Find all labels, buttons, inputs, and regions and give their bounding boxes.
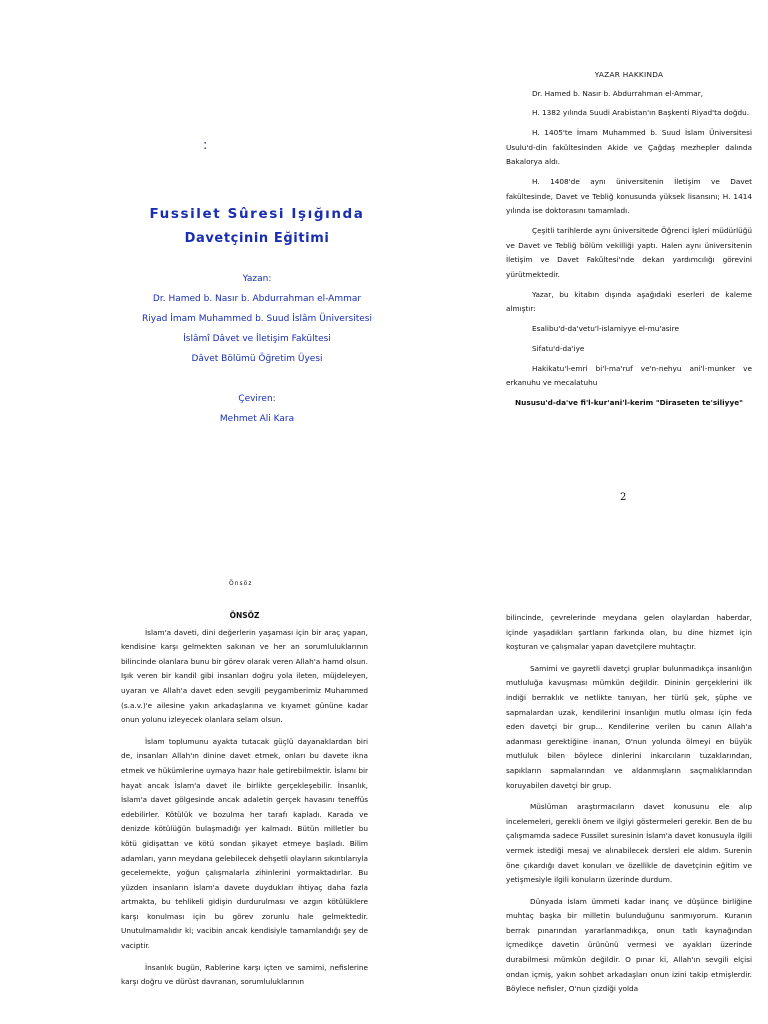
department-name: Dâvet Bölümü Öğretim Üyesi [191, 354, 323, 364]
preface-column-left [121, 609, 368, 997]
preface-paragraph: Müslüman araştırmacıların davet konusunu ele alıp incelemeleri, gerekli önem ve ilgiyi göstermeleri gerekir. Ben de bu çalışmamda sadece Fussilet suresinin İslam'a davet konusuyla ilgili vermek istediği mesaj ve alınabilecek dersleri ele aldım. Surenin öne çıkardığı davet konuları ve özellikle de davetçinin eğitim ve yetişmesiyle ilgili konuların üzerinde durdum. [506, 802, 752, 885]
title-colon: : [203, 138, 208, 153]
preface-paragraph: bilincinde, çevrelerinde meydana gelen olaylardan haberdar, içinde yaşadıkları şartların farkında olan, bu dine hizmet için koşturan ve çalışmalar yapan davetçilere muhtaçtır. [506, 613, 752, 652]
works-list-item: Esalibu'd-da'vetu'l-islamiyye el-mu'asire [532, 324, 679, 334]
preface-paragraph: Samimi ve gayretli davetçi gruplar bulunmadıkça insanlığın mutluluğa kavuşması mümkün değildir. Dininin gerçeklerini ilk indiği berraklık ve netlikte tanıyan, her türlü şek, şüphe ve sapmalardan uzak, kendilerini insanlığın mutlu olması için feda eden davetçi bir grup... Kendilerine verilen bu canın Allah'a adanması gerektiğine inanan, O'nun yolunda ölmeyi en büyük mutluluk bilen böylece dinlerini inkarcıların tuzaklarından, sapıkların sapmalarından ve aldanmışların saçmalıklarından koruyabilen davetçi bir grup. [506, 663, 752, 790]
preface-column-right [506, 611, 752, 1004]
about-paragraph: Çeşitli tarihlerde aynı üniversitede Öğrenci İşleri müdürlüğü ve Davet ve Tebliğ bölüm vekilliği yaptı. Halen aynı üniversitenin İletişim ve Davet Fakültesi'nde dekan yardımcılığı görevini yürütmektedir. [506, 226, 752, 279]
author-name: Dr. Hamed b. Nasır b. Abdurrahman el-Ammar [152, 294, 362, 304]
book-title-line-2: Davetçinin Eğitimi [184, 231, 330, 246]
page-number: 2 [620, 492, 627, 503]
about-paragraph: H. 1405'te İmam Muhammed b. Suud İslam Üniversitesi Usulu'd-din fakültesinden Akide ve Çağdaş mezhepler dalında Bakalorya aldı. [506, 128, 752, 167]
works-list-item: Hakikatu'l-emri bi'l-ma'ruf ve'n-nehyu ani'l-munker ve erkanuhu ve mecalatuhu [506, 363, 752, 388]
about-paragraph: Yazar, bu kitabın dışında aşağıdaki eserleri de kaleme almıştır: [506, 289, 752, 314]
translator-label: Çeviren: [238, 394, 276, 404]
translator-name: Mehmet Ali Kara [219, 414, 295, 424]
about-paragraph: H. 1382 yılında Suudi Arabistan'ın Başkenti Riyad'ta doğdu. [532, 108, 750, 118]
preface-paragraph: İslam'a daveti, dini değerlerin yaşaması için bir araç yapan, kendisine karşı gelmekten sakınan ve her an sorumluluklarının bilincinde olanlara bunu bir görev olarak veren Allah'a hamd olsun. Işık veren bir kandil gibi insanları doğru yola ileten, müjdeleyen, uyaran ve Allah'a davet eden sevgili peygamberimiz Muhammed (s.a.v.)'e ailesine yakın arkadaşlarına ve kıyamet gününe kadar onun yolunu izleyecek olanlara selam olsun. [121, 627, 368, 725]
author-label: Yazan: [242, 274, 272, 284]
about-heading: YAZAR HAKKINDA [594, 70, 664, 79]
running-header: Önsöz [229, 580, 253, 587]
book-title-line-1: Fussilet Sûresi Işığında [149, 206, 365, 222]
about-paragraph: H. 1408'de aynı üniversitenin İletişim ve Davet fakültesinde, Davet ve Tebliğ konusunda yüksek lisansını; H. 1414 yılında ise doktorasını tamamladı. [506, 177, 752, 216]
faculty-name: İslâmî Dâvet ve İletişim Fakültesi [183, 334, 331, 344]
preface-heading: ÖNSÖZ [229, 611, 260, 620]
about-paragraph: Dr. Hamed b. Nasır b. Abdurrahman el-Ammar, [532, 88, 704, 98]
preface-paragraph: Dünyada İslam ümmeti kadar inanç ve düşünce birliğine muhtaç başka bir milletin bulunduğunu sanmıyorum. Kuranın berrak pınarından yararlanmadıkça, onun tatlı kaynağından içmedikçe davetin ürününü vermesi ve ayakları üzerinde durabilmesi mümkün değildir. O pınar ki, Allah'ın sevgili elçisi ondan içmiş, yakın sohbet arkadaşları onun izini takip etmişlerdir. Böylece nefisler, O'nun çizdiği yolda [506, 896, 752, 994]
preface-paragraph: İslam toplumunu ayakta tutacak güçlü dayanaklardan biri de, insanları Allah'ın dinine davet etmek, onları bu davete ikna etmek ve hükümlerine uymaya hazır hale getirebilmektir. İslamı bir hayat ancak İslam'a davet ile birlikte gerçekleşebilir. İnsanlık, İslam'a davet gölgesinde ancak adaletin gerçek havasını teneffüs edebilirler. Kötülük ve bozulma her tarafı kapladı. Karada ve denizde kötülüğün bulaşmadığı yer kalmadı. Bütün milletler bu kötü gidişattan ve kötü sondan şikayet etmeye başladı. Bilim adamları, yarın meydana gelebilecek dehşetli olayların sıkıntılarıyla gecelemekte, yoğun çalışmalarla zihinlerini yormaktadırlar. Bu yüzden insanların İslam'a davete duydukları ihtiyaç daha fazla artmakta, bu tehlikeli gidişin durdurulması ve azgın kötülüklere karşı konulması için bu görev zorunlu hale gelmektedir. Unutulmamalıdır ki; vacibin ancak kendisiyle tamamlandığı şey de vaciptir. [121, 736, 368, 951]
works-list-item-bold: Nususu'd-da've fi'l-kur'ani'l-kerim "Diraseten te'siliyye" [515, 397, 743, 407]
works-list-item: Sifatu'd-da'iye [532, 343, 585, 353]
preface-paragraph: İnsanlık bugün, Rablerine karşı içten ve samimi, nefislerine karşı doğru ve dürüst davranan, sorumluluklarının [121, 962, 368, 987]
university-name: Riyad İmam Muhammed b. Suud İslâm Üniversitesi [142, 314, 372, 324]
about-author-section [506, 68, 752, 416]
